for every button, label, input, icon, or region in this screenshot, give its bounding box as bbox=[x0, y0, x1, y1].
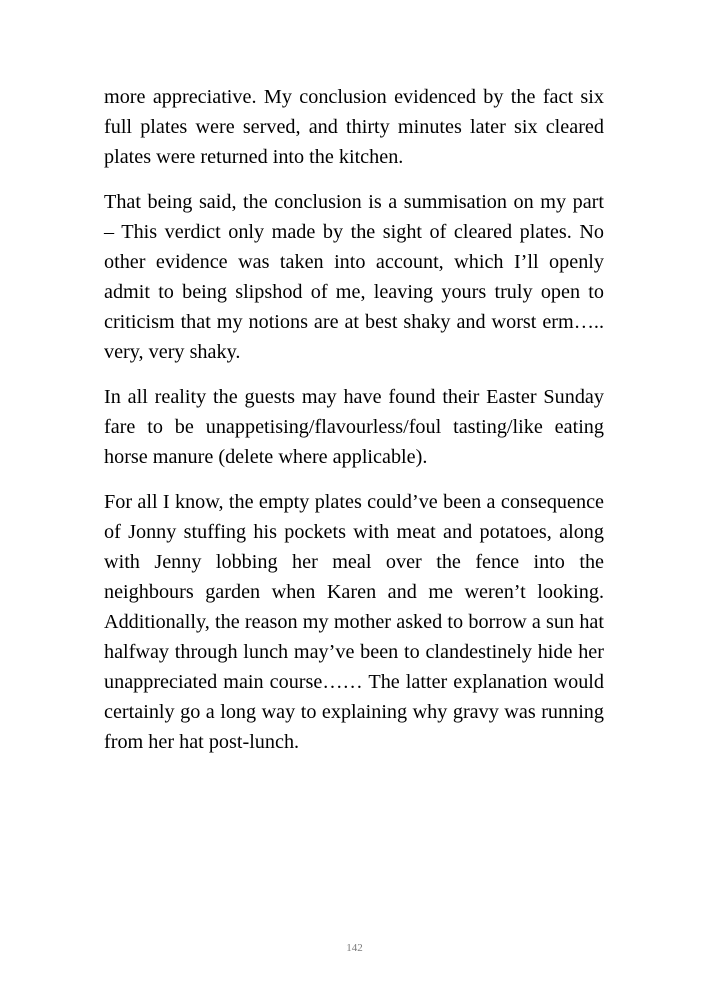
body-text bbox=[104, 82, 604, 772]
paragraph-4: For all I know, the empty plates could’ve been a consequence of Jonny stuffing his pockets with meat and potatoes, along with Jenny lobbing her meal over the fence into the neighbours garden when Karen and me weren’t looking. Additionally, the reason my mother asked to borrow a sun hat halfway through lunch may’ve been to clandestinely hide her unappreciated main course…… The latter explanation would certainly go a long way to explaining why gravy was running from her hat post-lunch. bbox=[104, 491, 604, 753]
paragraph-3: In all reality the guests may have found their Easter Sunday fare to be unappetising/flavourless/foul tasting/like eating horse manure (delete where applicable). bbox=[104, 386, 604, 468]
paragraph-2: That being said, the conclusion is a summisation on my part – This verdict only made by the sight of cleared plates. No other evidence was taken into account, which I’ll openly admit to being slipshod of me, leaving yours truly open to criticism that my notions are at best shaky and worst erm….. very, very shaky. bbox=[104, 191, 604, 363]
page-number: 142 bbox=[346, 942, 363, 954]
paragraph-1: more appreciative. My conclusion evidenced by the fact six full plates were served, and thirty minutes later six cleared plates were returned into the kitchen. bbox=[104, 86, 604, 168]
